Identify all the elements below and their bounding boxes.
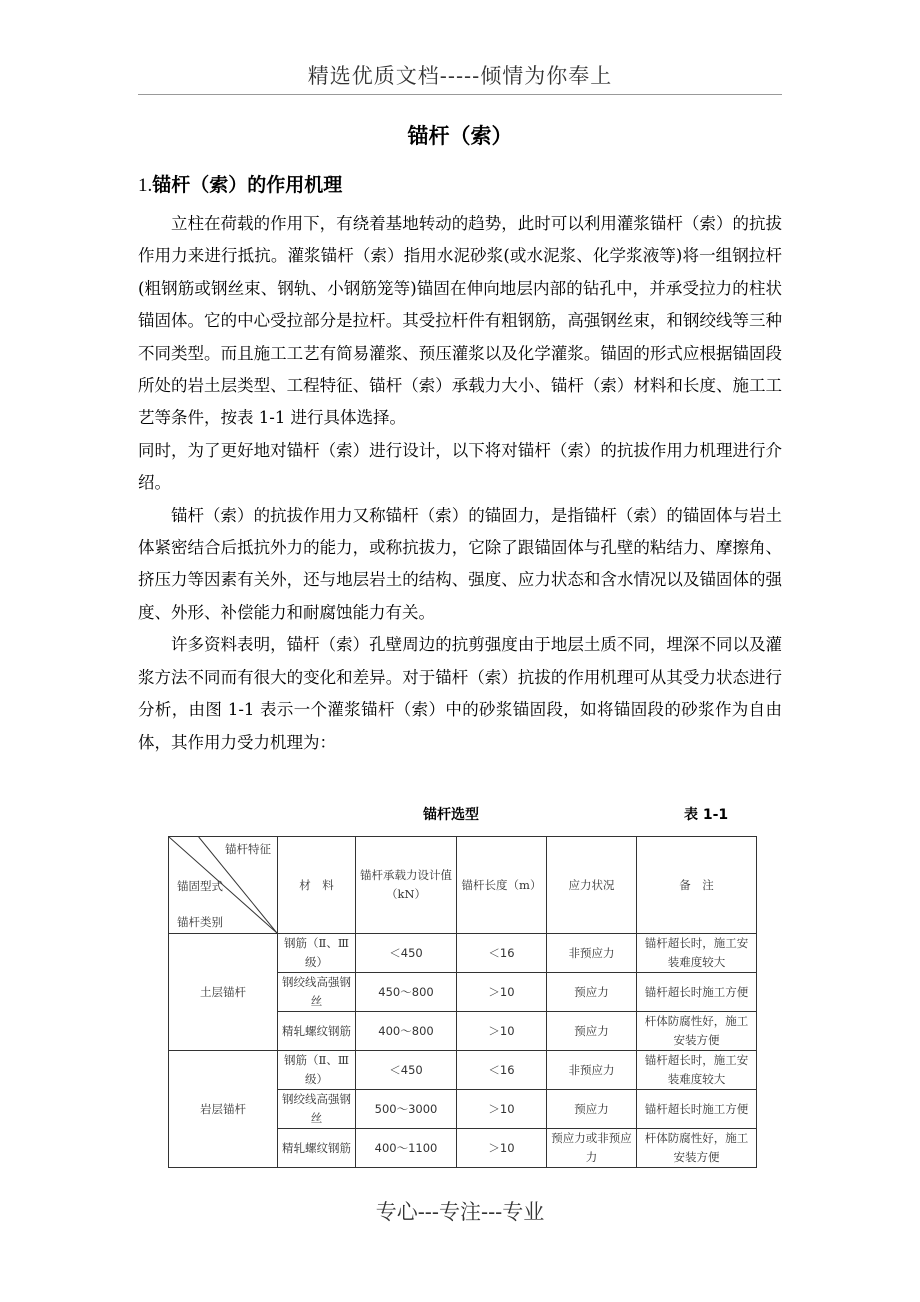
stress-cell: 非预应力 [547, 934, 637, 973]
material-cell: 精轧螺纹钢筋 [278, 1129, 356, 1168]
column-header: 备 注 [637, 837, 757, 934]
anchor-selection-table [168, 836, 757, 1168]
note-cell: 锚杆超长时施工方便 [637, 1090, 757, 1129]
corner-label-bottom: 锚杆类别 [177, 915, 223, 929]
corner-label-top: 锚杆特征 [225, 842, 271, 856]
category-cell: 土层锚杆 [169, 934, 278, 1051]
section-number: 1. [138, 175, 153, 196]
table-row [169, 934, 757, 973]
page-header: 精选优质文档-----倾情为你奉上 [307, 64, 613, 88]
capacity-cell: 500～3000 [356, 1090, 457, 1129]
column-header: 锚杆承载力设计值（kN） [356, 837, 457, 934]
table-number: 表 1-1 [684, 807, 729, 823]
stress-cell: 预应力 [547, 1012, 637, 1051]
material-cell: 钢绞线高强钢丝 [278, 1090, 356, 1129]
column-header: 材 料 [278, 837, 356, 934]
column-header: 应力状况 [547, 837, 637, 934]
paragraph: 立柱在荷载的作用下，有绕着基地转动的趋势，此时可以利用灌浆锚杆（索）的抗拔作用力来进行抵抗。灌浆锚杆（索）指用水泥砂浆(或水泥浆、化学浆液等)将一组钢拉杆(粗钢筋或钢丝束、钢轨、小钢筋笼等)锚固在伸向地层内部的钻孔中，并承受拉力的柱状锚固体。它的中心受拉部分是拉杆。其受拉杆件有粗钢筋，高强钢丝束，和钢绞线等三种不同类型。而且施工工艺有简易灌浆、预压灌浆以及化学灌浆。锚固的形式应根据锚固段所处的岩土层类型、工程特征、锚杆（索）承载力大小、锚杆（索）材料和长度、施工工艺等条件，按表 1-1 进行具体选择。 [138, 214, 782, 428]
stress-cell: 预应力 [547, 1090, 637, 1129]
section-title: 锚杆（索）的作用机理 [152, 174, 343, 196]
category-cell: 岩层锚杆 [169, 1051, 278, 1168]
material-cell: 钢绞线高强钢丝 [278, 973, 356, 1012]
capacity-cell: ＜450 [356, 1051, 457, 1090]
stress-cell: 非预应力 [547, 1051, 637, 1090]
capacity-cell: 400～800 [356, 1012, 457, 1051]
length-cell: ＜16 [457, 1051, 547, 1090]
paragraph: 同时，为了更好地对锚杆（索）进行设计，以下将对锚杆（索）的抗拔作用力机理进行介绍。 [138, 440, 782, 493]
note-cell: 锚杆超长时，施工安装难度较大 [637, 1051, 757, 1090]
table-title: 锚杆选型 [423, 807, 479, 823]
corner-label-middle: 锚固型式 [177, 879, 223, 893]
capacity-cell: 450～800 [356, 973, 457, 1012]
material-cell: 钢筋（Ⅱ、Ⅲ级） [278, 1051, 356, 1090]
note-cell: 杆体防腐性好，施工安装方便 [637, 1012, 757, 1051]
table-corner-header [169, 837, 278, 934]
note-cell: 锚杆超长时施工方便 [637, 973, 757, 1012]
table-row [169, 1051, 757, 1090]
stress-cell: 预应力 [547, 973, 637, 1012]
column-header: 锚杆长度（m） [457, 837, 547, 934]
note-cell: 锚杆超长时，施工安装难度较大 [637, 934, 757, 973]
length-cell: ＜16 [457, 934, 547, 973]
material-cell: 钢筋（Ⅱ、Ⅲ级） [278, 934, 356, 973]
table-caption [138, 804, 782, 826]
document-title: 锚杆（索） [407, 123, 513, 148]
note-cell: 杆体防腐性好，施工安装方便 [637, 1129, 757, 1168]
stress-cell: 预应力或非预应力 [547, 1129, 637, 1168]
paragraph: 锚杆（索）的抗拔作用力又称锚杆（索）的锚固力，是指锚杆（索）的锚固体与岩土体紧密结合后抵抗外力的能力，或称抗拔力，它除了跟锚固体与孔壁的粘结力、摩擦角、挤压力等因素有关外，还与地层岩土的结构、强度、应力状态和含水情况以及锚固体的强度、外形、补偿能力和耐腐蚀能力有关。 [138, 505, 782, 622]
section-heading [138, 170, 782, 197]
page-footer: 专心---专注---专业 [375, 1200, 545, 1224]
paragraph: 许多资料表明，锚杆（索）孔壁周边的抗剪强度由于地层土质不同，埋深不同以及灌浆方法不同而有很大的变化和差异。对于锚杆（索）抗拔的作用机理可从其受力状态进行分析，由图 1-1 表示一个灌浆锚杆（索）中的砂浆锚固段，如将锚固段的砂浆作为自由体，其作用力受力机理为： [138, 635, 782, 752]
length-cell: ＞10 [457, 973, 547, 1012]
capacity-cell: ＜450 [356, 934, 457, 973]
header-divider [138, 94, 782, 95]
length-cell: ＞10 [457, 1012, 547, 1051]
length-cell: ＞10 [457, 1129, 547, 1168]
body-text [138, 208, 782, 759]
capacity-cell: 400～1100 [356, 1129, 457, 1168]
material-cell: 精轧螺纹钢筋 [278, 1012, 356, 1051]
length-cell: ＞10 [457, 1090, 547, 1129]
